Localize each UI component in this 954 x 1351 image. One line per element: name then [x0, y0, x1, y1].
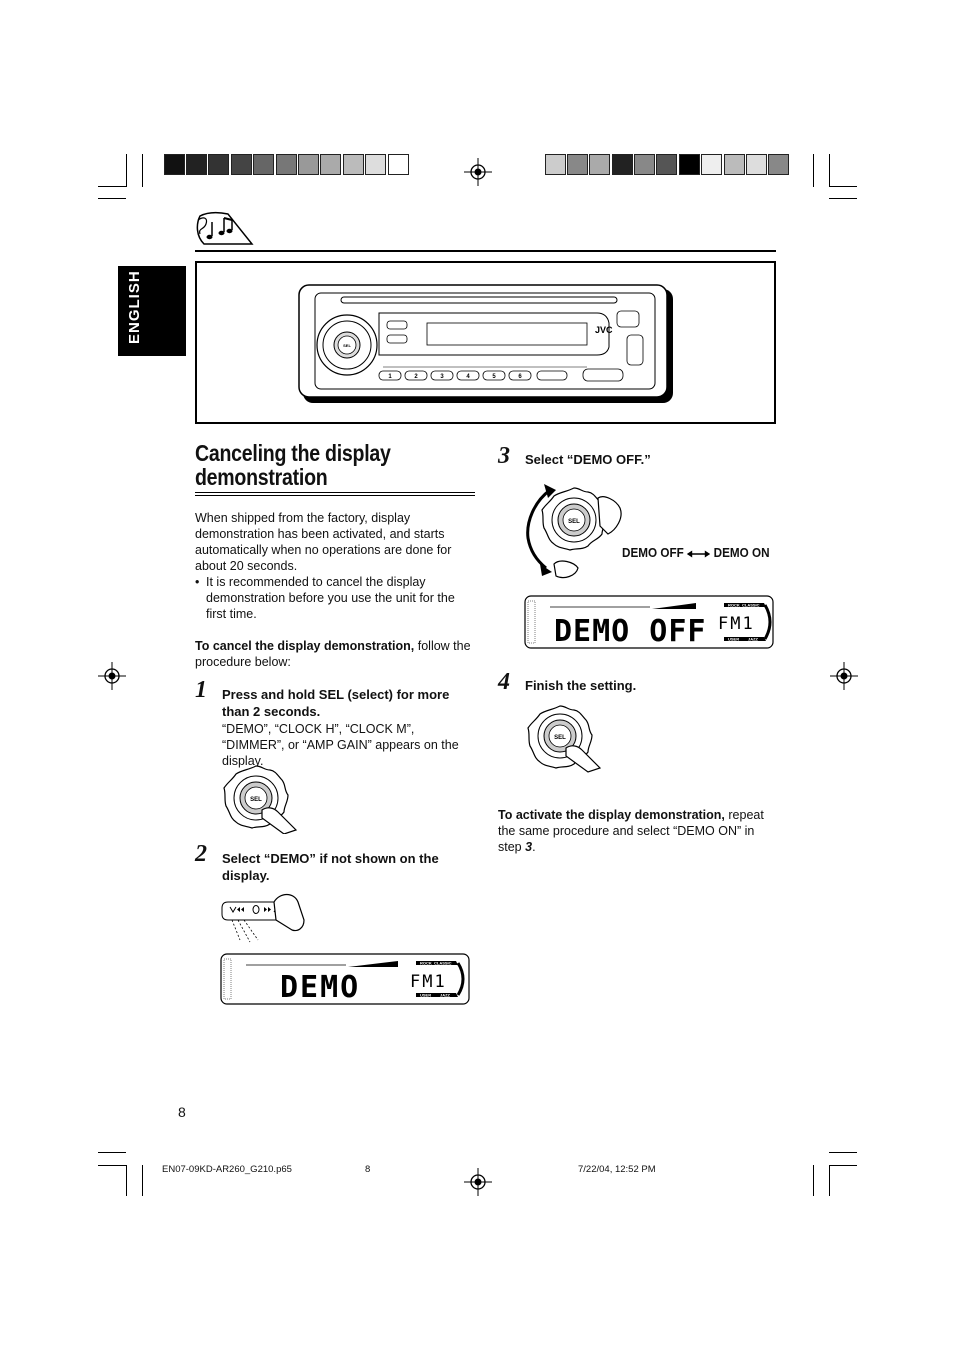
display-band-text-2: FM1 — [718, 614, 755, 634]
sel-knob-press-icon — [522, 702, 604, 774]
display-demo-off-text: DEMO OFF — [554, 614, 707, 649]
bullet-text: It is recommended to cancel the display demonstration before you use the unit for the first time. — [206, 575, 455, 621]
car-stereo-illustration — [297, 283, 677, 407]
tag-jazz: JAZZ — [440, 992, 450, 998]
preset-4-label: 4 — [466, 374, 470, 380]
bullet-dot: • — [195, 575, 200, 589]
footer-filename: EN07-09KD-AR260_G210.p65 — [162, 1164, 292, 1175]
intro-paragraph — [195, 510, 477, 574]
tag-classic: CLASSIC — [434, 960, 452, 966]
intro-text: When shipped from the factory, display demonstration has been activated, and starts automatically when no operations are done for about 20 seconds. — [195, 511, 452, 573]
registration-mark-icon — [464, 158, 492, 186]
step-3-number: 3 — [498, 443, 510, 469]
page-title: Canceling the display demonstration — [195, 440, 391, 490]
unit-illustration-frame — [195, 261, 776, 424]
demo-toggle-caption — [622, 545, 770, 560]
language-tab-label: ENGLISH — [126, 270, 143, 344]
preset-1-label: 1 — [388, 374, 392, 380]
tag-user: USER — [420, 992, 432, 998]
step-4-title: Finish the setting. — [525, 678, 637, 693]
activate-paragraph — [498, 807, 776, 855]
step-2-title: Select “DEMO” if not shown on the display. — [222, 851, 439, 883]
preset-6-label: 6 — [518, 374, 522, 380]
seek-button-press-icon — [218, 890, 322, 948]
footer-page: 8 — [365, 1164, 371, 1175]
cancel-paragraph — [195, 638, 477, 670]
tag-rock-2: ROCK — [728, 602, 740, 608]
step-3-title: Select “DEMO OFF.” — [525, 452, 651, 467]
cancel-lead: To cancel the display demonstration, — [195, 639, 415, 653]
display-demo-off-illustration — [524, 595, 776, 649]
step-1-number: 1 — [195, 677, 207, 703]
tag-rock: ROCK — [420, 960, 432, 966]
step-1-title: Press and hold SEL (select) for more than 2 seconds. — [222, 687, 450, 719]
header-rule — [195, 250, 776, 252]
tag-user-2: USER — [728, 636, 740, 642]
knob-sel-label-3: SEL — [568, 519, 580, 525]
step-2-number: 2 — [195, 841, 207, 867]
sel-knob-rotate-icon — [520, 478, 632, 582]
cancel-rest: follow the procedure below: — [195, 639, 471, 669]
activate-end: . — [532, 840, 536, 854]
demo-on-label: DEMO ON — [713, 545, 770, 560]
display-demo-text: DEMO — [280, 970, 361, 1005]
preset-5-label: 5 — [492, 374, 496, 380]
step-1-detail: “DEMO”, “CLOCK H”, “CLOCK M”, “DIMMER”, or “AMP GAIN” appears on the display. — [222, 722, 459, 768]
sel-knob-press-icon — [218, 762, 300, 834]
registration-mark-icon — [830, 662, 858, 690]
unit-brand-label: JVC — [595, 325, 613, 335]
music-notes-icon — [194, 210, 256, 248]
step-4-number: 4 — [498, 669, 510, 695]
language-tab — [118, 266, 186, 356]
knob-sel-label-4: SEL — [554, 735, 566, 741]
display-demo-illustration — [220, 953, 472, 1005]
activate-step-ref: 3 — [525, 840, 533, 854]
knob-sel-label: SEL — [250, 797, 262, 803]
display-band-text: FM1 — [410, 972, 447, 992]
tag-classic-2: CLASSIC — [742, 602, 760, 608]
bullet-item — [195, 574, 477, 622]
preset-2-label: 2 — [414, 374, 418, 380]
demo-off-label: DEMO OFF — [622, 545, 684, 560]
double-arrow-icon — [687, 550, 710, 558]
footer-datetime: 7/22/04, 12:52 PM — [578, 1164, 656, 1175]
activate-rest: repeat the same procedure and select “DEMO ON” in step — [498, 808, 764, 854]
registration-mark-icon — [464, 1168, 492, 1196]
title-rule — [195, 492, 475, 493]
registration-mark-icon — [98, 662, 126, 690]
page-number: 8 — [178, 1104, 186, 1120]
unit-sel-label: SEL — [343, 343, 351, 348]
activate-lead: To activate the display demonstration, — [498, 808, 725, 822]
preset-3-label: 3 — [440, 374, 444, 380]
tag-jazz-2: JAZZ — [748, 636, 758, 642]
